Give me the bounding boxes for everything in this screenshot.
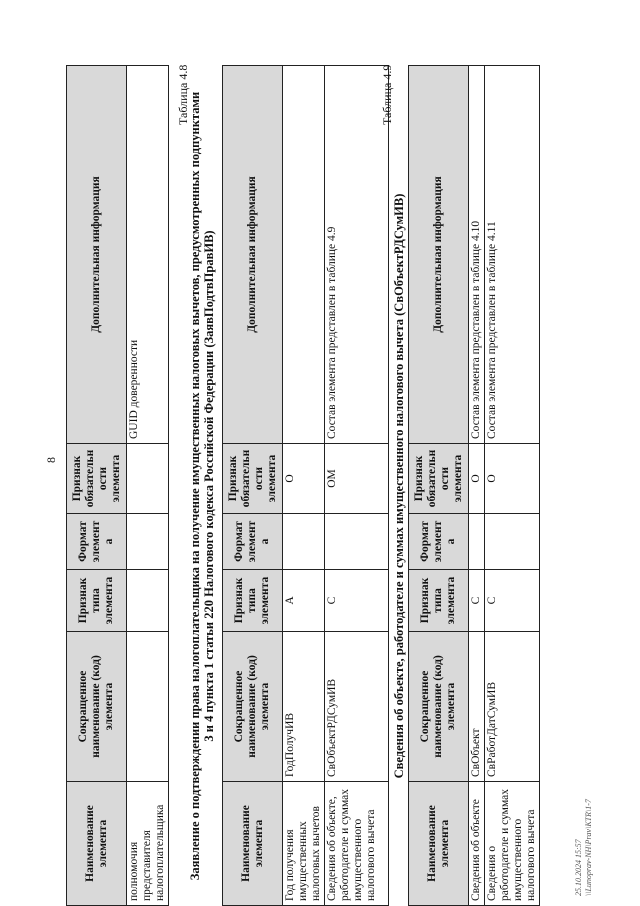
table-4-9-label: Таблица 4.9 — [380, 64, 394, 125]
footer-path: \\Lunoprav-NH\Prav\KTR\1-7 — [584, 799, 593, 896]
cell-info: Состав элемента представлен в таблице 4.9 — [325, 66, 389, 444]
col-header-format: Формат элемента — [223, 514, 283, 570]
cell-info — [283, 66, 325, 444]
col-header-short: Сокращенное наименование (код) элемента — [409, 632, 469, 782]
table-row — [325, 66, 389, 906]
table-row — [469, 66, 485, 906]
cell-format — [127, 514, 169, 570]
cell-req: О — [485, 444, 540, 514]
cell-name: Год получения имущественных налоговых вычетов — [283, 782, 325, 906]
cell-req: О — [469, 444, 485, 514]
cell-name: полномочия представителя налогоплательщика — [127, 782, 169, 906]
col-header-type: Признак типа элемента — [409, 570, 469, 632]
cell-type: С — [485, 570, 540, 632]
col-header-name: Наименование элемента — [223, 782, 283, 906]
table-row — [127, 66, 169, 906]
cell-name: Сведения об объекте, работодателе и суммах имущественного налогового вычета — [325, 782, 389, 906]
footer-timestamp: 25.10.2024 15:57 — [574, 839, 583, 896]
cell-name: Сведения об объекте — [469, 782, 485, 906]
col-header-name: Наименование элемента — [409, 782, 469, 906]
col-header-short: Сокращенное наименование (код) элемента — [67, 632, 127, 782]
cell-req: ОМ — [325, 444, 389, 514]
cell-info: Состав элемента представлен в таблице 4.11 — [485, 66, 540, 444]
cell-type: С — [469, 570, 485, 632]
col-header-short: Сокращенное наименование (код) элемента — [223, 632, 283, 782]
cell-short: СвОбъект — [469, 632, 485, 782]
table-row — [485, 66, 540, 906]
col-header-info: Дополнительная информация — [223, 66, 283, 444]
table-row — [283, 66, 325, 906]
table-4-8-label: Таблица 4.8 — [176, 64, 190, 125]
table-4-8-title-line1: Заявление о подтверждении права налогоплательщика на получение имущественных налоговых вычетов, предусмотренных подпунктами — [188, 91, 202, 881]
cell-short: ГодПолучИВ — [283, 632, 325, 782]
col-header-req: Признак обязательности элемента — [223, 444, 283, 514]
cell-info: Состав элемента представлен в таблице 4.10 — [469, 66, 485, 444]
table-4-8-title — [188, 66, 216, 906]
cell-info: GUID доверенности — [127, 66, 169, 444]
cell-short: СвОбъектРДСумИВ — [325, 632, 389, 782]
cell-format — [485, 514, 540, 570]
col-header-type: Признак типа элемента — [67, 570, 127, 632]
cell-type: С — [325, 570, 389, 632]
col-header-req: Признак обязательности элемента — [409, 444, 469, 514]
table-4-9-title: Сведения об объекте, работодателе и суммах имущественного налогового вычета (СвОбъектРДСумИВ) — [392, 193, 406, 779]
cell-format — [325, 514, 389, 570]
table-continuation — [66, 65, 169, 906]
cell-format — [283, 514, 325, 570]
cell-format — [469, 514, 485, 570]
cell-type — [127, 570, 169, 632]
cell-req — [127, 444, 169, 514]
col-header-info: Дополнительная информация — [409, 66, 469, 444]
cell-short — [127, 632, 169, 782]
col-header-format: Формат элемента — [409, 514, 469, 570]
print-footer — [574, 756, 594, 896]
page-number: 8 — [44, 457, 58, 463]
cell-req: О — [283, 444, 325, 514]
col-header-info: Дополнительная информация — [67, 66, 127, 444]
col-header-type: Признак типа элемента — [223, 570, 283, 632]
table-4-8-title-line2: 3 и 4 пункта 1 статьи 220 Налогового кодекса Российской Федерации (ЗаявПодтвПравИВ) — [202, 230, 216, 742]
cell-short: СвРаботДатСумИВ — [485, 632, 540, 782]
cell-name: Сведения о работодателе и суммах имущественного налогового вычета — [485, 782, 540, 906]
col-header-format: Формат элемента — [67, 514, 127, 570]
table-4-9 — [408, 65, 540, 906]
table-4-8 — [222, 65, 389, 906]
col-header-req: Признак обязательности элемента — [67, 444, 127, 514]
cell-type: А — [283, 570, 325, 632]
col-header-name: Наименование элемента — [67, 782, 127, 906]
